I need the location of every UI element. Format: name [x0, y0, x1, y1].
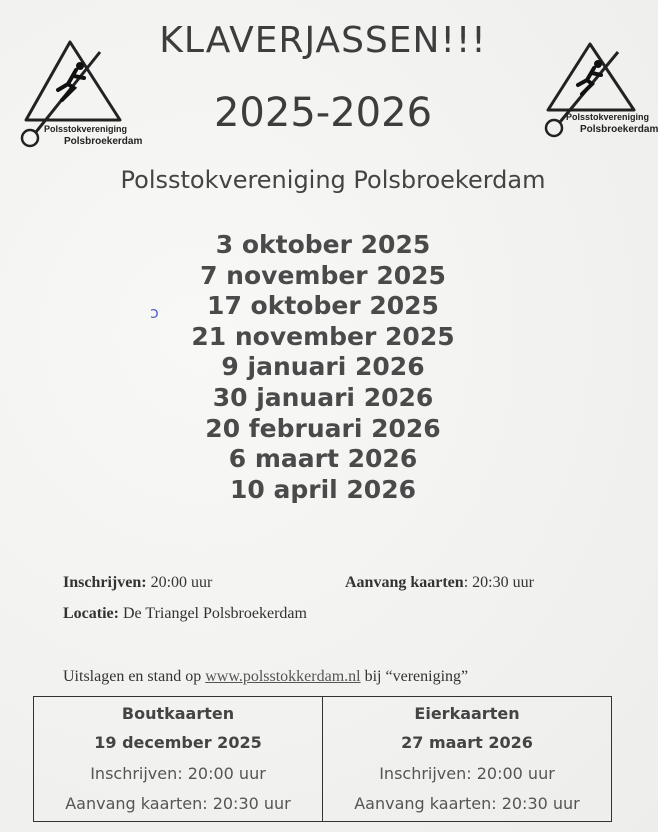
special-events-table — [33, 696, 612, 822]
logo-line-1: Polsstokvereniging — [44, 124, 128, 134]
registration-time: 20:00 uur — [150, 574, 213, 591]
location-info — [63, 605, 307, 623]
logo-line-1: Polsstokvereniging — [566, 112, 650, 122]
event-title: Eierkaarten — [414, 704, 520, 723]
club-name: Polsstokvereniging Polsbroekerdam — [120, 166, 546, 194]
event-registration: Inschrijven: 20:00 uur — [379, 764, 555, 783]
start-info — [345, 574, 534, 592]
date-item: 6 maart 2026 — [228, 444, 418, 474]
registration-label: Inschrijven: — [63, 574, 147, 591]
pen-mark-decoration: ↄ — [150, 303, 159, 322]
event-date: 19 december 2025 — [94, 733, 262, 752]
event-boutkaarten — [34, 697, 322, 821]
event-start: Aanvang kaarten: 20:30 uur — [354, 794, 580, 813]
event-date: 27 maart 2026 — [401, 733, 533, 752]
date-item: 21 november 2025 — [191, 321, 455, 351]
date-item: 10 april 2026 — [229, 474, 416, 504]
results-suffix: bij “vereniging” — [364, 668, 469, 685]
event-registration: Inschrijven: 20:00 uur — [90, 764, 266, 783]
results-prefix: Uitslagen en stand op — [63, 668, 202, 685]
event-eierkaarten — [322, 697, 611, 821]
website-link[interactable]: www.polsstokkerdam.nl — [205, 668, 361, 685]
start-time: : 20:30 uur — [463, 574, 534, 591]
location-value: De Triangel Polsbroekerdam — [122, 605, 307, 622]
date-item: 7 november 2025 — [200, 260, 446, 290]
date-item: 3 oktober 2025 — [215, 230, 431, 259]
registration-info — [63, 574, 212, 592]
page-title: KLAVERJASSEN!!! — [159, 20, 487, 61]
logo-line-2: Polsbroekerdam — [64, 136, 143, 147]
date-item: 9 januari 2026 — [221, 352, 425, 382]
event-title: Boutkaarten — [121, 704, 235, 723]
results-info — [63, 668, 468, 686]
date-item: 30 januari 2026 — [212, 382, 434, 412]
date-list — [0, 230, 646, 505]
logo-line-2: Polsbroekerdam — [580, 124, 658, 135]
date-item: 20 februari 2026 — [205, 413, 441, 443]
event-start: Aanvang kaarten: 20:30 uur — [65, 794, 291, 813]
location-label: Locatie: — [63, 605, 119, 622]
date-item: 17 oktober 2025 — [207, 291, 439, 321]
start-label: Aanvang kaarten — [345, 574, 464, 591]
season-heading: 2025-2026 — [213, 90, 433, 136]
